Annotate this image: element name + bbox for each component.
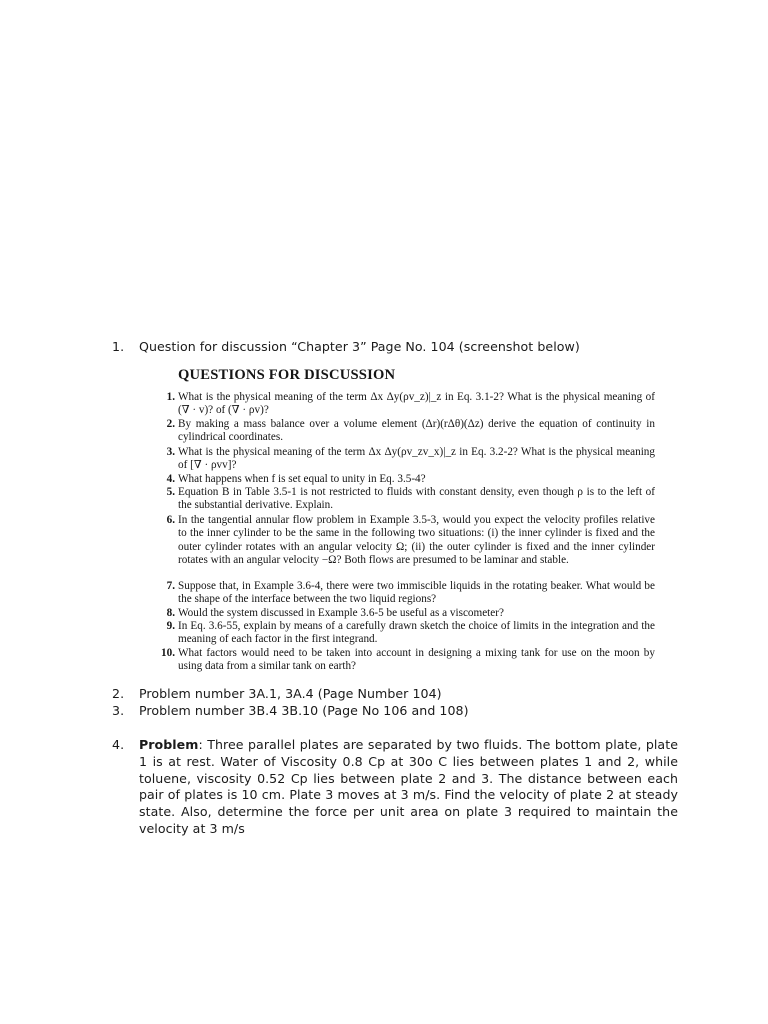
question-item — [150, 391, 655, 418]
question-item — [150, 647, 655, 674]
question-number: 6. — [166, 514, 175, 526]
question-number: 1. — [166, 391, 175, 403]
problem-label: Problem — [139, 737, 199, 752]
list-item-2 — [112, 686, 678, 703]
list-item-1 — [112, 339, 678, 356]
question-number: 5. — [166, 486, 175, 498]
question-item — [150, 446, 655, 473]
list-number: 1. — [112, 339, 125, 354]
list-text — [139, 737, 678, 838]
question-item — [150, 486, 655, 513]
question-text: By making a mass balance over a volume element (Δr)(rΔθ)(Δz) derive the equation of continuity in cylindrical coordinates. — [178, 418, 655, 444]
list-number: 3. — [112, 703, 125, 718]
question-text: What happens when f is set equal to unity in Eq. 3.5-4? — [178, 473, 426, 485]
section-heading: QUESTIONS FOR DISCUSSION — [178, 367, 396, 383]
list-number: 2. — [112, 686, 125, 701]
question-text: What is the physical meaning of the term Δx Δy(ρv_z)|_z in Eq. 3.1-2? What is the physical meaning of (∇ · v)? of (∇ · ρv)? — [178, 391, 655, 417]
question-number: 3. — [166, 446, 175, 458]
question-item — [150, 580, 655, 607]
list-item-4 — [112, 737, 678, 838]
question-number: 10. — [161, 647, 175, 659]
question-number: 7. — [166, 580, 175, 592]
question-item — [150, 514, 655, 568]
question-item — [150, 418, 655, 445]
question-item — [150, 620, 655, 647]
list-number: 4. — [112, 737, 125, 752]
list-text: Problem number 3A.1, 3A.4 (Page Number 104) — [139, 686, 442, 701]
question-item — [150, 473, 655, 486]
question-text: In the tangential annular flow problem in Example 3.5-3, would you expect the velocity profiles relative to the inner cylinder to be the same in the following two situations: (i) the inner cylinder is fixed and the outer cylinder rotates with an angular velocity Ω; (ii) the outer cylinder is fixed and the inner cylinder rotates with an angular velocity −Ω? Both flows are presumed to be laminar and stable. — [178, 514, 655, 567]
list-text: Question for discussion “Chapter 3” Page No. 104 (screenshot below) — [139, 339, 580, 354]
problem-text: : Three parallel plates are separated by two fluids. The bottom plate, plate 1 is at rest. Water of Viscosity 0.8 Cp at 30o C lies between plates 1 and 2, while toluene, viscosity 0.52 Cp lies between plate 2 and 3. The distance between each pair of plates is 10 cm. Plate 3 moves at 3 m/s. Find the velocity of plate 2 at steady state. Also, determine the force per unit area on plate 3 required to maintain the velocity at 3 m/s — [139, 737, 678, 836]
question-text: Would the system discussed in Example 3.6-5 be useful as a viscometer? — [178, 607, 504, 619]
question-number: 9. — [166, 620, 175, 632]
question-number: 4. — [166, 473, 175, 485]
question-text: What factors would need to be taken into account in designing a mixing tank for use on the moon by using data from a similar tank on earth? — [178, 647, 655, 673]
question-item — [150, 607, 655, 620]
question-text: Equation B in Table 3.5-1 is not restricted to fluids with constant density, even though ρ is to the left of the substantial derivative. Explain. — [178, 486, 655, 512]
question-text: Suppose that, in Example 3.6-4, there were two immiscible liquids in the rotating beaker. What would be the shape of the interface between the two liquid regions? — [178, 580, 655, 606]
list-item-3 — [112, 703, 678, 720]
question-number: 8. — [166, 607, 175, 619]
list-text: Problem number 3B.4 3B.10 (Page No 106 and 108) — [139, 703, 469, 718]
question-text: What is the physical meaning of the term Δx Δy(ρv_zv_x)|_z in Eq. 3.2-2? What is the physical meaning of [∇ · ρvv]? — [178, 446, 655, 472]
question-text: In Eq. 3.6-55, explain by means of a carefully drawn sketch the choice of limits in the integration and the meaning of each factor in the first integrand. — [178, 620, 655, 646]
question-number: 2. — [166, 418, 175, 430]
